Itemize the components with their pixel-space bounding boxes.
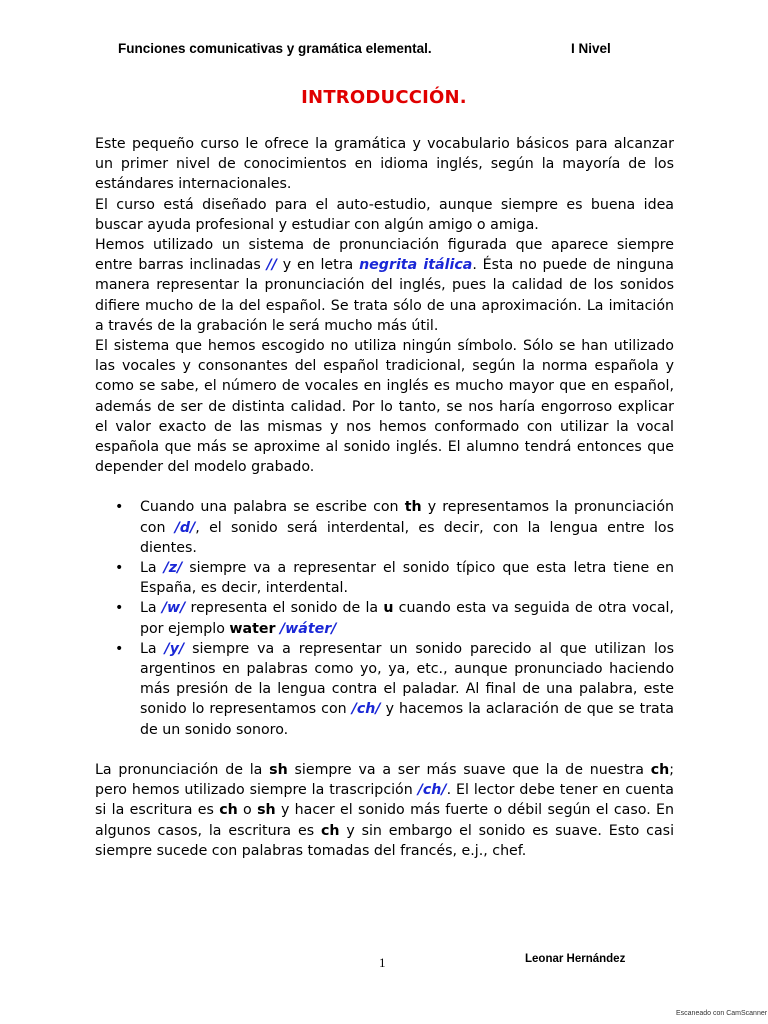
bold-term: ch [650, 761, 670, 778]
text-run: y hacer el sonido más fuerte o débil según el caso. En algunos casos, la escritura es [95, 802, 674, 839]
document-body [95, 134, 674, 861]
bold-term: water [229, 620, 276, 637]
bold-italic-example: negrita itálica [359, 257, 473, 274]
running-header-level: I Nivel [571, 41, 611, 56]
text-run: La [140, 560, 164, 577]
text-run: y sin embargo el sonido es suave. Esto casi siempre sucede con palabras tomadas del francés, e.j., chef. [95, 822, 675, 859]
text-run: y en letra [276, 257, 360, 274]
phonetic-term: /wáter/ [280, 620, 337, 637]
text-run: y hacemos la aclaración de que se trata de un sonido sonoro. [140, 701, 675, 738]
paragraph-symbol-system: El sistema que hemos escogido no utiliza ningún símbolo. Sólo se han utilizado las vocales y consonantes del español tradicional, según la norma española y como se sabe, el número de vocales en inglés es mucho mayor que en español, además de ser de distinta calidad. Por lo tanto, se nos haría engorroso explicar el valor exacto de las mismas y nos hemos conformado con utilizar la vocal española que más se aproxime al sonido inglés. El alumno tendrá entonces que depender del modelo grabado. [95, 338, 674, 476]
text-run: La [140, 600, 162, 617]
phonetic-term: /ch/ [417, 782, 447, 799]
phonetic-term: /w/ [161, 600, 186, 617]
text-run: . El lector debe tener en cuenta si la escritura es [95, 782, 674, 819]
paragraph-sh-ch [95, 760, 674, 861]
text-run: o [237, 802, 258, 819]
bold-term: ch [219, 802, 238, 819]
bold-term: u [383, 600, 394, 617]
paragraph-self-study: El curso está diseñado para el auto-estudio, aunque siempre es buena idea buscar ayuda profesional y estudiar con algún amigo o amiga. [95, 196, 674, 233]
paragraph-pronunciation-system [95, 235, 674, 336]
bold-term: sh [269, 761, 288, 778]
running-header-title: Funciones comunicativas y gramática elemental. [118, 41, 432, 56]
phonetic-term: /z/ [163, 560, 183, 577]
phonetic-term: /d/ [174, 519, 196, 536]
list-item-z [95, 558, 674, 598]
bullet-icon: • [115, 600, 124, 617]
text-run: siempre va a ser más suave que la de nuestra [287, 761, 651, 778]
list-item-y [95, 639, 674, 740]
text-run: representa el sonido de la [185, 600, 384, 617]
text-run: ; pero hemos utilizado siempre la trascripción [95, 761, 674, 799]
author-name: Leonar Hernández [525, 953, 626, 965]
text-run: , el sonido será interdental, es decir, con la lengua entre los dientes. [140, 519, 674, 556]
bold-term: th [404, 499, 422, 516]
slashes-example: // [266, 257, 277, 274]
bullet-icon: • [115, 560, 124, 577]
text-run: cuando esta va seguida de otra vocal, por ejemplo [140, 600, 675, 637]
pronunciation-notes-list [95, 497, 674, 739]
list-item-th [95, 497, 674, 558]
text-run: Hemos utilizado un sistema de pronunciación figurada que aparece siempre entre barras inclinadas [95, 237, 674, 274]
text-run: La pronunciación de la [95, 761, 270, 778]
text-run: . Ésta no puede de ninguna manera representar la pronunciación del inglés, pues la calidad de los sonidos difiere mucho de la del español. Se trata sólo de una aproximación. La imitación a través de la grabación le será mucho más útil. [95, 257, 674, 334]
text-run: La [140, 640, 165, 657]
bold-term: ch [320, 822, 340, 839]
paragraph-intro: Este pequeño curso le ofrece la gramática y vocabulario básicos para alcanzar un primer nivel de conocimientos en idioma inglés, según la mayoría de los estándares internacionales. [95, 136, 674, 193]
page-number: 1 [379, 955, 386, 970]
text-run: siempre va a representar un sonido parecido al que utilizan los argentinos en palabras como yo, ya, etc., aunque pronunciado haciendo más presión de la lengua contra el paladar. Al final de una palabra, este sonido lo representamos con [140, 640, 674, 718]
bullet-icon: • [115, 499, 124, 516]
bold-term: sh [257, 802, 276, 819]
text-run: siempre va a representar el sonido típico que esta letra tiene en España, es decir, interdental. [140, 560, 675, 597]
text-run: y representamos la pronunciación con [140, 499, 674, 536]
phonetic-term: /y/ [164, 640, 185, 657]
page-title: INTRODUCCIÓN. [301, 87, 467, 108]
list-item-w [95, 598, 674, 638]
text-run: Cuando una palabra se escribe con [140, 499, 405, 516]
bullet-icon: • [115, 640, 124, 657]
phonetic-term: /ch/ [351, 701, 381, 718]
scanner-watermark: Escaneado con CamScanner [676, 1010, 768, 1017]
